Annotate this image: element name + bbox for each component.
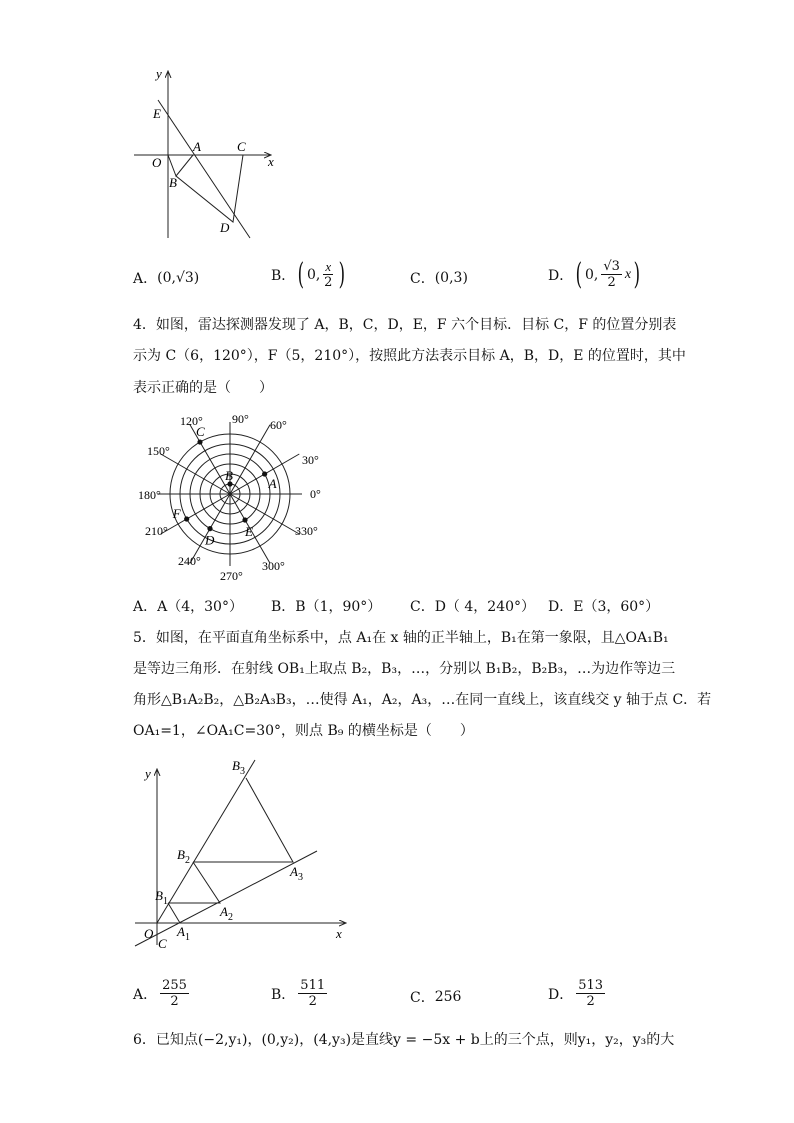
option-a-label: A． — [133, 271, 158, 287]
radar-spoke — [230, 494, 299, 534]
option-a-label: A． — [133, 986, 158, 1003]
q5-option-b[interactable] — [271, 978, 330, 1009]
angle-label: 90° — [232, 412, 249, 426]
target-label: A — [268, 476, 277, 491]
angle-label: 120° — [180, 414, 203, 428]
angle-label: 330° — [295, 524, 318, 538]
q4-option-b[interactable]: B．B（1，90°） — [271, 599, 382, 615]
fig5-label-y: y — [145, 766, 151, 781]
q5-option-a[interactable] — [133, 978, 192, 1009]
radar-spoke — [161, 494, 230, 534]
target-point — [207, 526, 212, 531]
option-d-num: √3 — [603, 259, 620, 274]
triangle-3 — [193, 778, 293, 862]
fig5-label-B2: $B_2$ — [177, 847, 190, 866]
line-ED — [158, 100, 250, 238]
angle-label: 0° — [310, 487, 321, 501]
fig5-label-C: C — [158, 936, 167, 951]
fig3-label-A: A — [193, 139, 201, 154]
option-b-num: x — [325, 259, 332, 274]
option-c-value: 256 — [434, 989, 462, 1005]
radar-figure — [120, 405, 340, 585]
fig3-label-x: x — [268, 154, 274, 169]
option-d-label: D． — [548, 267, 574, 284]
fig5-label-O: O — [144, 926, 154, 941]
target-point — [197, 439, 202, 444]
option-a-den: 2 — [170, 994, 179, 1009]
fig5-label-B1: $B_1$ — [155, 888, 168, 907]
option-b-den: 2 — [324, 275, 333, 290]
q3-option-a[interactable] — [133, 268, 199, 288]
q3-figure — [120, 62, 290, 247]
q5-line-1: 5．如图，在平面直角坐标系中，点 A₁在 x 轴的正半轴上，B₁在第一象限，且△OA₁B₁ — [133, 630, 669, 646]
angle-label: 180° — [138, 488, 161, 502]
radar-spoke — [230, 425, 270, 494]
q3-option-c[interactable] — [410, 268, 468, 288]
q4-option-c[interactable]: C．D（ 4，240°） — [410, 599, 536, 615]
q4-line-3: 表示正确的是（ ） — [133, 380, 273, 396]
target-point — [184, 516, 189, 521]
angle-label: 270° — [220, 569, 243, 583]
q5-option-d[interactable] — [548, 978, 608, 1009]
q4-option-d[interactable]: D．E（3，60°） — [548, 599, 660, 615]
triangle-2 — [168, 862, 220, 903]
target-label: F — [172, 506, 181, 521]
q3-option-d[interactable]: D． ( 0, $\frac{√3}{2}$ x ) — [548, 256, 641, 292]
option-c-label: C． — [410, 990, 435, 1006]
option-d-pre: 0, — [584, 266, 599, 283]
angle-label: 300° — [262, 559, 285, 573]
q5-option-c[interactable] — [410, 987, 461, 1007]
target-label: E — [245, 523, 253, 539]
angle-label: 60° — [270, 418, 287, 432]
option-b-label: B． — [271, 267, 296, 284]
option-a-value: (0,√3) — [157, 270, 200, 286]
fig5-label-x: x — [336, 926, 342, 941]
option-b-label: B． — [271, 986, 296, 1003]
q4-option-a[interactable]: A．A（4，30°） — [133, 599, 243, 615]
target-label: D — [205, 532, 215, 548]
option-b-num: 511 — [300, 978, 326, 993]
fig3-label-D: D — [220, 220, 230, 235]
option-a-num: 255 — [162, 978, 187, 993]
angle-label: 240° — [178, 554, 201, 568]
fig5-label-B3: $B_3$ — [232, 758, 245, 777]
option-c-value: (0,3) — [434, 270, 468, 286]
q5-figure — [125, 750, 355, 955]
fig3-label-E: E — [153, 106, 161, 121]
triangle-1 — [157, 903, 180, 923]
q4-line-1: 4．如图，雷达探测器发现了 A，B，C，D，E，F 六个目标．目标 C，F 的位置分别表 — [133, 317, 677, 333]
option-b-pre: 0, — [307, 266, 321, 283]
option-d-num: 513 — [578, 978, 604, 993]
radar-spoke — [161, 454, 230, 494]
option-c-label: C． — [410, 271, 435, 287]
option-d-den: 2 — [586, 994, 595, 1009]
q5-line-3: 角形△B₁A₂B₂，△B₂A₃B₃，…使得 A₁，A₂，A₃，…在同一直线上，该直线交 y 轴于点 C．若 — [133, 692, 712, 708]
option-d-post: x — [624, 266, 632, 282]
target-point — [262, 471, 267, 476]
target-point — [242, 517, 247, 522]
option-b-den: 2 — [308, 994, 317, 1009]
quad-OBDCA — [168, 155, 243, 222]
fig3-label-y: y — [156, 66, 162, 81]
q4-line-2: 示为 C（6，120°），F（5，210°），按照此方法表示目标 A，B，D，E 的位置时，其中 — [133, 348, 686, 364]
fig3-label-O: O — [152, 155, 162, 170]
option-d-den: 2 — [607, 275, 616, 290]
q5-line-4: OA₁=1，∠OA₁C=30°，则点 B₉ 的横坐标是（ ） — [133, 723, 474, 739]
fig3-label-B: B — [169, 175, 177, 190]
q5-line-2: 是等边三角形．在射线 OB₁上取点 B₂，B₃，…，分别以 B₁B₂，B₂B₃，…为边作等边三 — [133, 661, 676, 677]
fig5-label-A1: $A_1$ — [177, 924, 190, 943]
target-label: C — [196, 424, 205, 440]
angle-label: 30° — [302, 453, 319, 467]
fig3-label-C: C — [237, 139, 246, 154]
option-d-label: D． — [548, 986, 574, 1003]
angle-label: 150° — [147, 444, 170, 458]
fig5-label-A3: $A_3$ — [290, 864, 303, 883]
fig5-label-A2: $A_2$ — [220, 904, 233, 923]
q6-line-1: 6．已知点(−2,y₁)，(0,y₂)，(4,y₃)是直线y = −5x + b上的三个点，则y₁，y₂，y₃的大 — [133, 1032, 675, 1048]
target-label: B — [225, 468, 233, 483]
q3-option-b[interactable]: B． ( 0, $\frac{x}{2}$ ) — [271, 256, 346, 292]
angle-label: 210° — [145, 524, 168, 538]
ray-OB — [157, 760, 255, 923]
radar-grid — [138, 412, 321, 583]
